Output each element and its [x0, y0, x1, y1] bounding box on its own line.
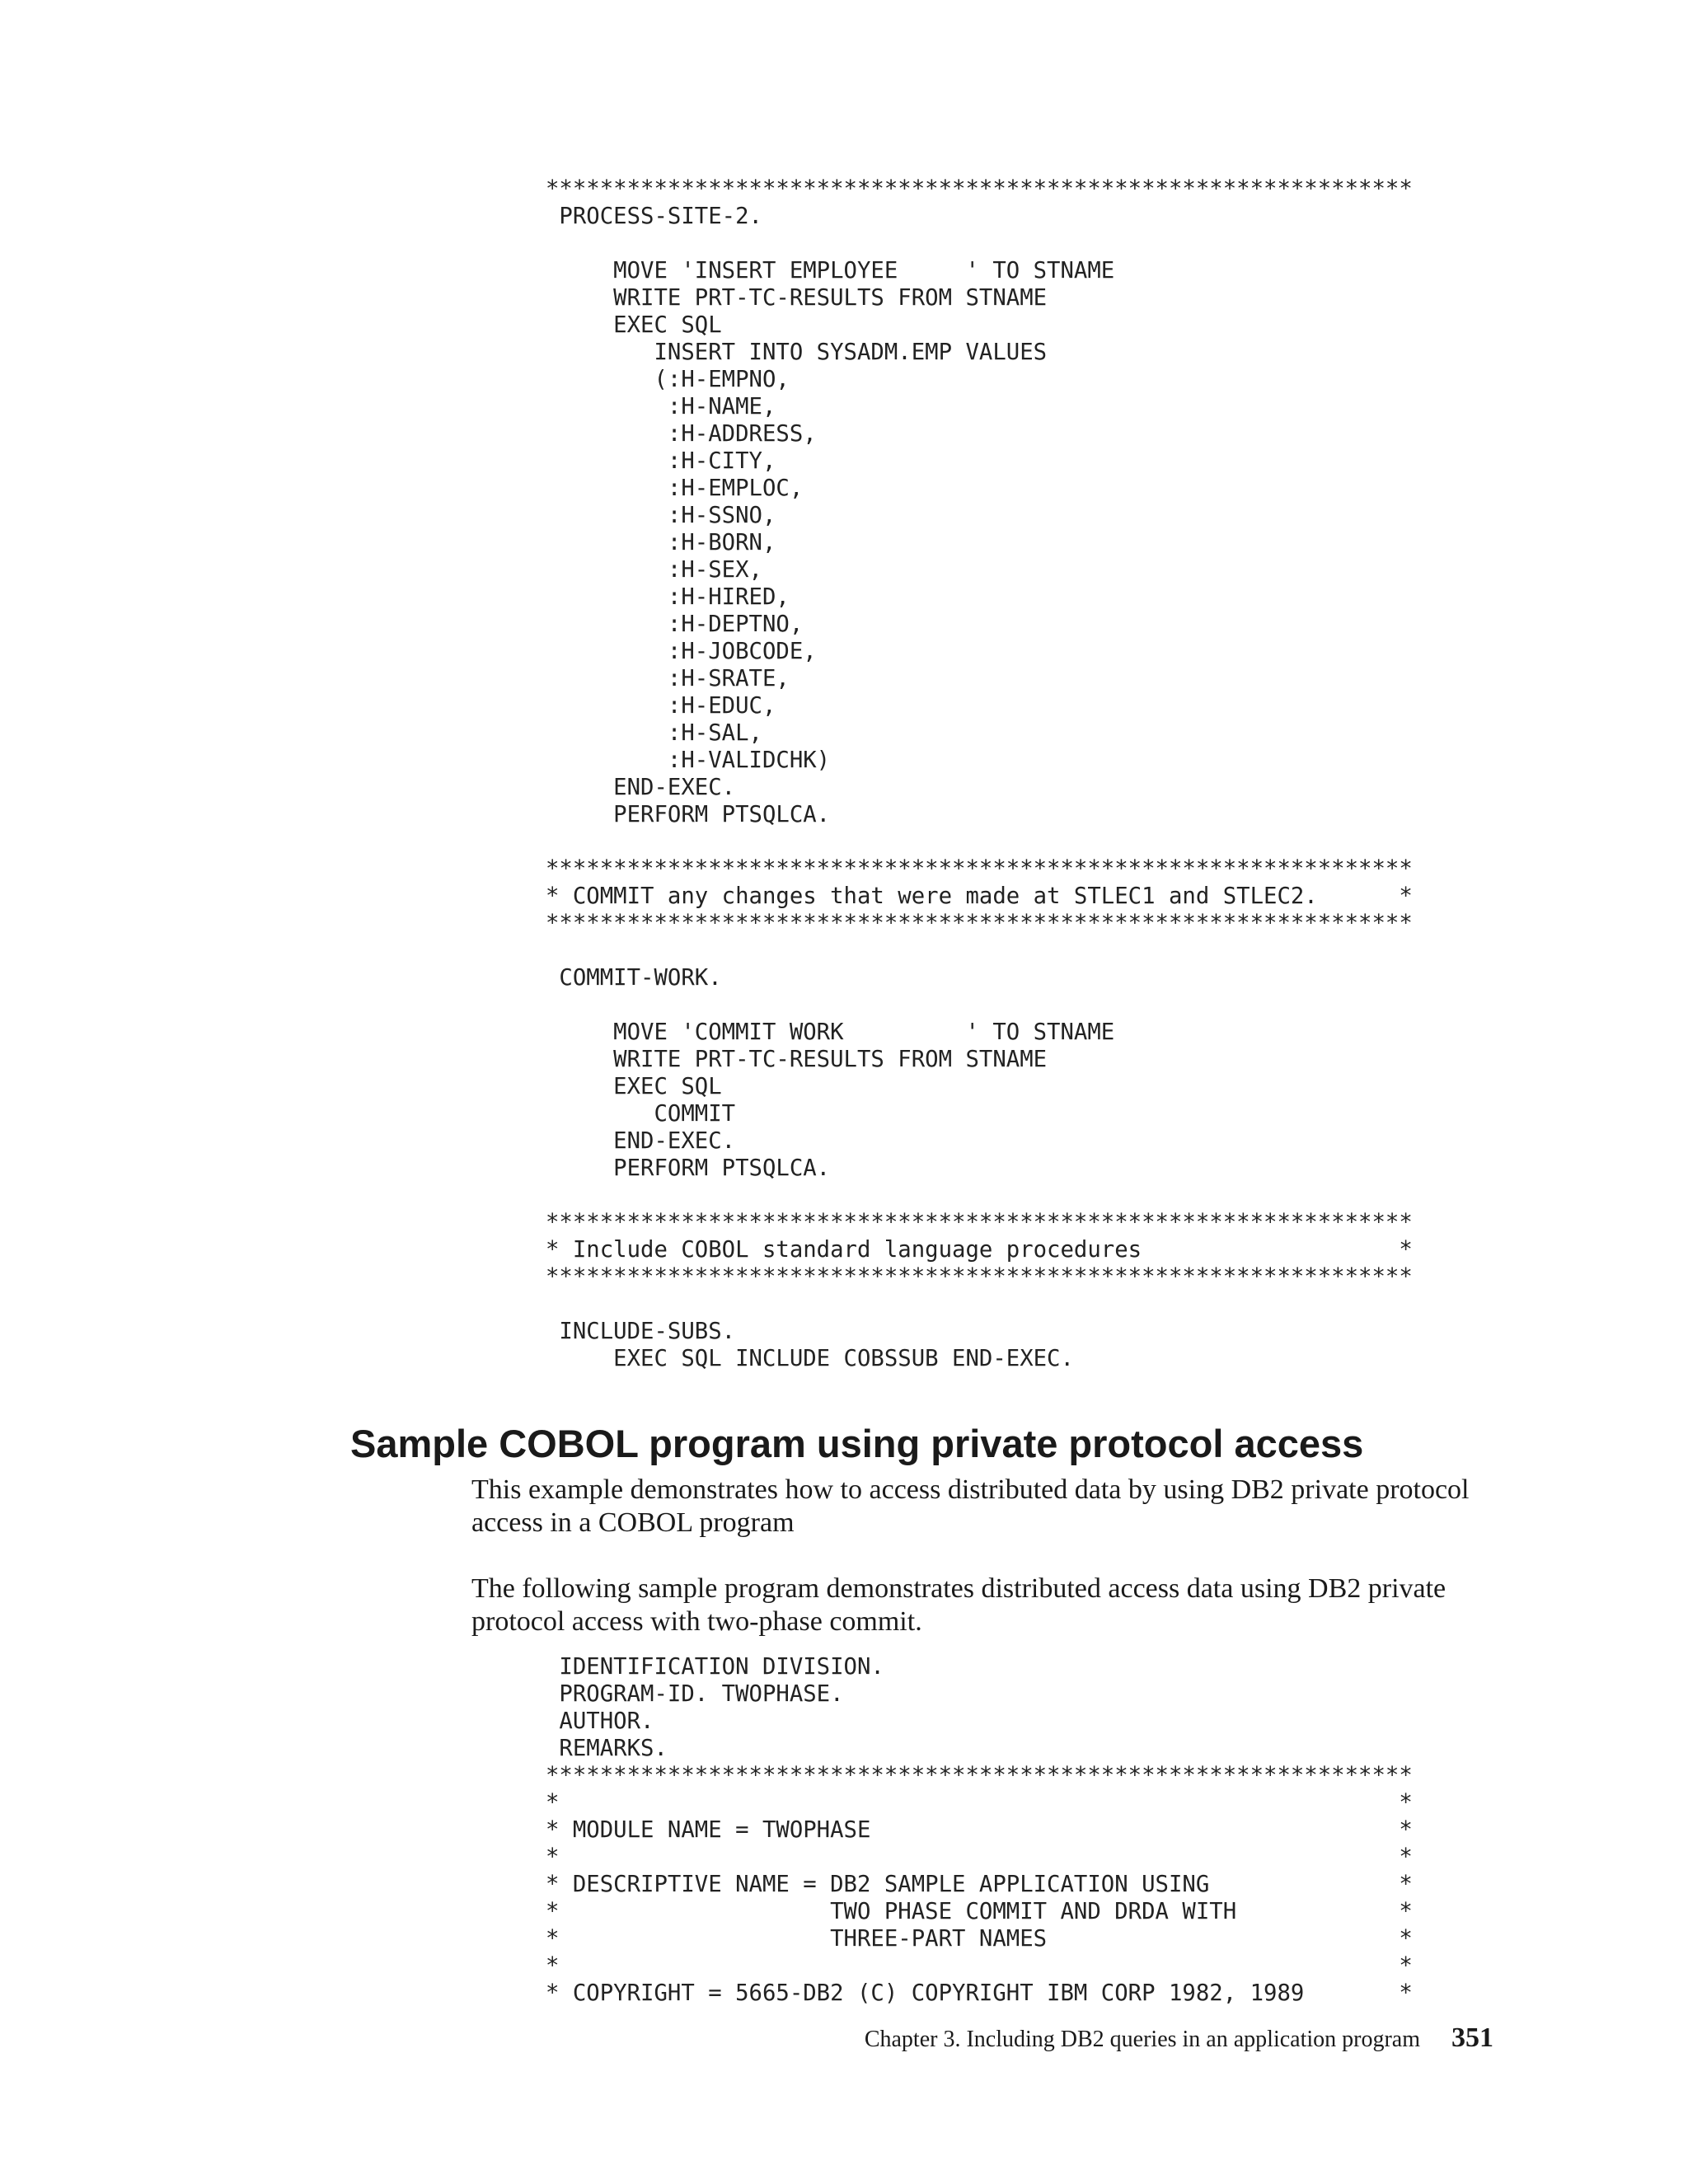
- code-listing-top: **************************************************************** PROCESS-SITE-2. MOVE 'INSERT EMPLOYEE ' TO STNAME WRITE PRT-TC-RESULTS FROM STNAME EXEC SQL INSERT INTO SYSADM.EMP VALUES (:H-EMPNO, :H-NAME, :H-ADDRESS, :H-CITY, :H-EMPLOC, :H-SSNO, :H-BORN, :H-SEX, :H-HIRED, :H-DEPTNO, :H-JOBCODE, :H-SRATE, :H-EDUC, :H-SAL, :H-VALIDCHK) END-EXEC. PERFORM PTSQLCA. **************************************************************** * COMMIT any changes that were made at STLEC1 and STLEC2. * **************************************************************** COMMIT-WORK. MOVE 'COMMIT WORK ' TO STNAME WRITE PRT-TC-RESULTS FROM STNAME EXEC SQL COMMIT END-EXEC. PERFORM PTSQLCA. **************************************************************** * Include COBOL standard language procedures * **************************************************************** INCLUDE-SUBS. EXEC SQL INCLUDE COBSSUB END-EXEC.: [546, 176, 1413, 1371]
- section-title: Sample COBOL program using private protocol access: [350, 1422, 1364, 1465]
- page-footer: [865, 2022, 1493, 2054]
- code-listing-bottom: IDENTIFICATION DIVISION. PROGRAM-ID. TWOPHASE. AUTHOR. REMARKS. **************************************************************** * * * MODULE NAME = TWOPHASE * * * * DESCRIPTIVE NAME = DB2 SAMPLE APPLICATION USING * * TWO PHASE COMMIT AND DRDA WITH * * THREE-PART NAMES * * * * COPYRIGHT = 5665-DB2 (C) COPYRIGHT IBM CORP 1982, 1989 *: [546, 1654, 1413, 2006]
- footer-chapter-title: Chapter 3. Including DB2 queries in an application program: [864, 2027, 1420, 2052]
- intro-paragraph: This example demonstrates how to access distributed data by using DB2 private protocol access in a COBOL program: [471, 1474, 1470, 1538]
- page-number: 351: [1451, 2022, 1493, 2053]
- description-paragraph: The following sample program demonstrates distributed access data using DB2 private protocol access with two-phase commit.: [471, 1573, 1447, 1637]
